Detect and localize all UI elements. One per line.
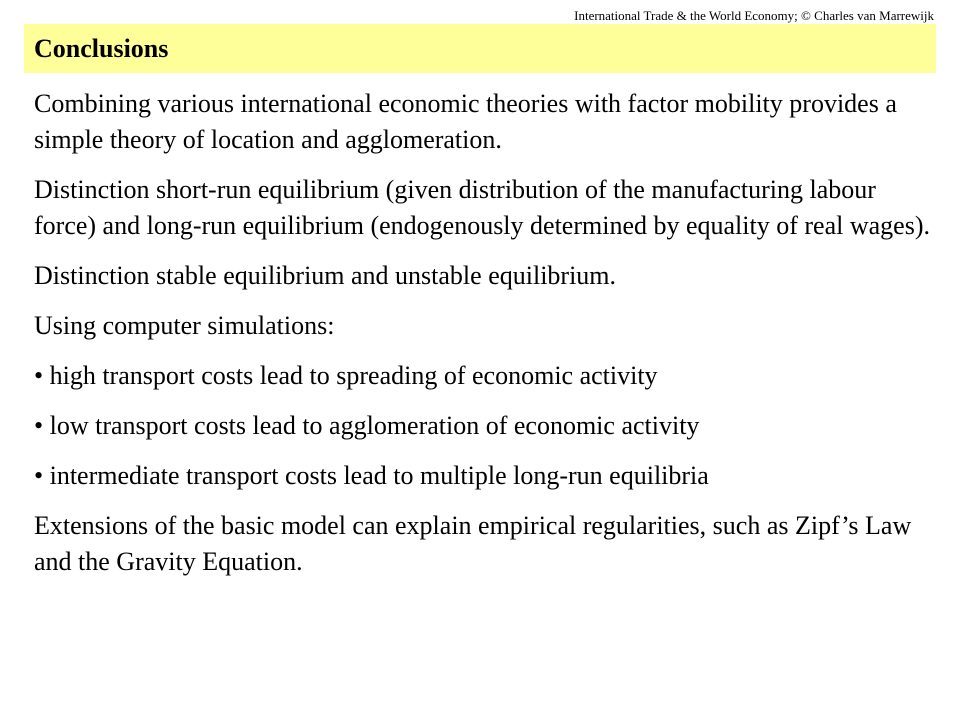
paragraph-equilibrium-types: Distinction short-run equilibrium (given distribution of the manufacturing labour force) and long-run equilibrium (endogenously determined by equality of real wages). [34, 175, 930, 240]
slide-title: Conclusions [34, 34, 169, 63]
slide-content [34, 86, 934, 594]
paragraph-stability: Distinction stable equilibrium and unstable equilibrium. [34, 261, 617, 290]
header-credit: International Trade & the World Economy; © Charles van Marrewijk [574, 8, 934, 23]
bullet-low-transport: • low transport costs lead to agglomeration of economic activity [34, 411, 700, 440]
bullet-intermediate-transport: • intermediate transport costs lead to multiple long-run equilibria [34, 461, 709, 490]
paragraph-simulations: Using computer simulations: [34, 311, 335, 340]
paragraph-extensions: Extensions of the basic model can explain empirical regularities, such as Zipf’s Law and the Gravity Equation. [34, 511, 912, 576]
title-bar [24, 24, 936, 73]
bullet-high-transport: • high transport costs lead to spreading of economic activity [34, 361, 658, 390]
paragraph-intro: Combining various international economic theories with factor mobility provides a simple theory of location and agglomeration. [34, 89, 897, 154]
